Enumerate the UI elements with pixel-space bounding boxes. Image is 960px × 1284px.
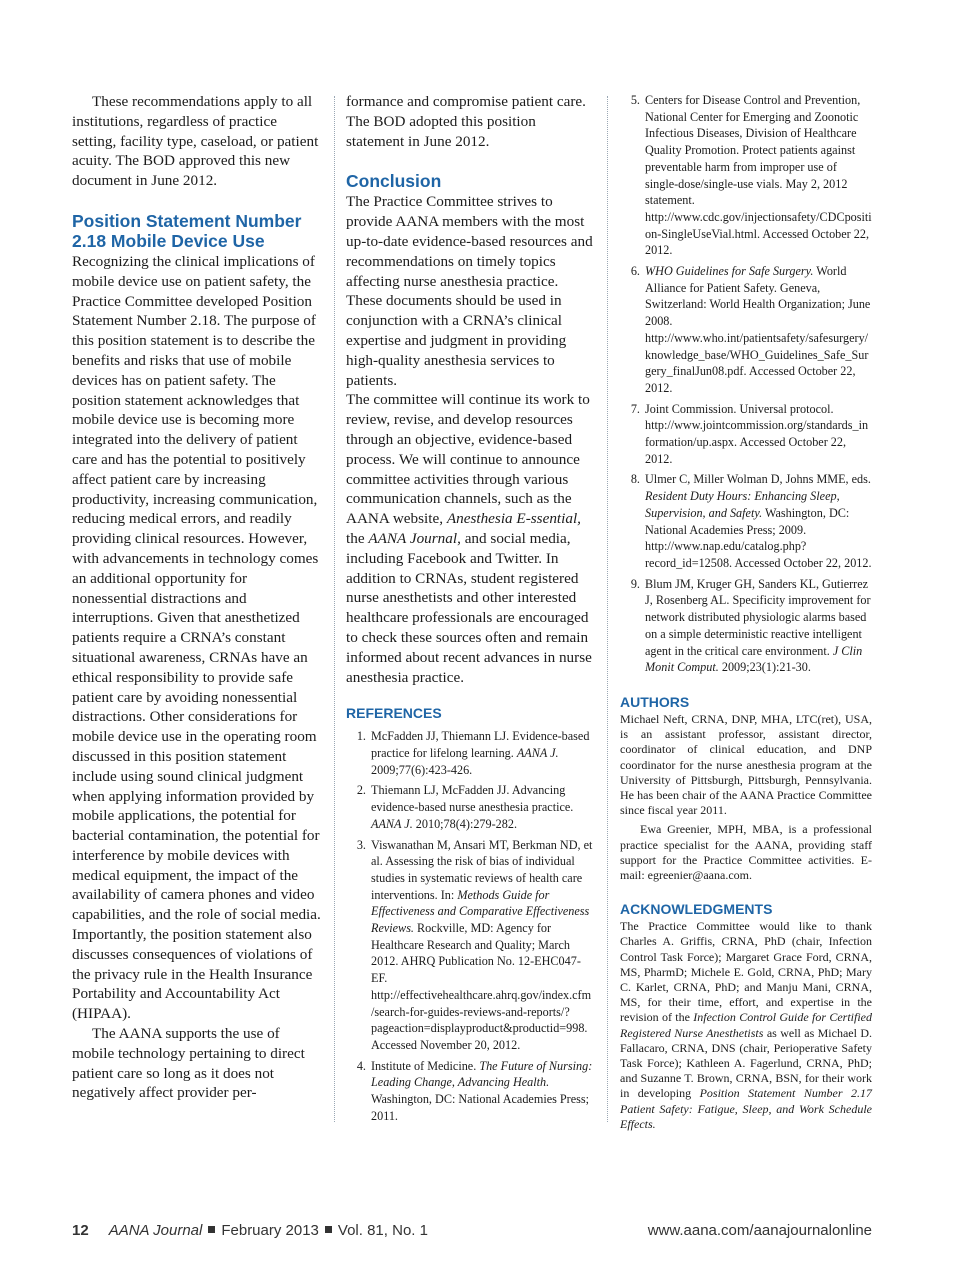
issue-date: February 2013: [221, 1222, 319, 1239]
author-bio-2: Ewa Greenier, MPH, MBA, is a professional practice specialist for the AANA, providing staff support for the Practice Committee activities. E-mail: egreenier@aana.com.: [620, 822, 872, 882]
author-bio-1: Michael Neft, CRNA, DNP, MHA, LTC(ret), USA, is an assistant professor, assistant director, coordinator of clinical education, and DNP coordinator for the nurse anesthesia program at the University of Pittsburgh, Pittsburgh, Pennsylvania. He has been chair of the AANA Practice Committee since fiscal year 2011.: [620, 711, 872, 818]
section-heading-conclusion: Conclusion: [346, 171, 442, 192]
volume-number: Vol. 81, No. 1: [337, 1222, 428, 1239]
section-heading-acknowledgments: ACKNOWLEDGMENTS: [620, 901, 773, 918]
section-heading-references: REFERENCES: [346, 705, 442, 722]
conclusion-paragraph-1: The Practice Committee strives to provide AANA members with the most up-to-date evidence-based resources and recommendations on timely topics affecting nurse anesthesia practice. These documents should be used in conjunction with a CRNA’s clinical expertise and judgment in providing high-quality anesthesia services to patients.: [346, 193, 593, 389]
continued-paragraph: formance and compromise patient care. The BOD adopted this position statement in June 2012.: [346, 93, 586, 150]
intro-paragraph: These recommendations apply to all institutions, regardless of practice setting, facility type, caseload, or patient acuity. The BOD approved this new document in June 2012.: [72, 93, 319, 190]
reference-item: 6. WHO Guidelines for Safe Surgery. World Alliance for Patient Safety. Geneva, Switzerland: World Health Organization; June 2008. http://www.who.int/patientsafety/safesurgery/knowledge_base/WHO_Guidelines_Safe_Surgery_finalJun08.pdf. Accessed October 22, 2012.: [643, 263, 872, 397]
column-left: [72, 92, 324, 1103]
support-paragraph: The AANA supports the use of mobile technology pertaining to direct patient care so long as it does not negatively affect provider per-: [72, 1025, 305, 1102]
reference-item: 3. Viswanathan M, Ansari MT, Berkman ND, et al. Assessing the risk of bias of individual studies in systematic reviews of health care interventions. In: Methods Guide for Effectiveness and Comparative Effectiveness Reviews. Rockville, MD: Agency for Healthcare Research and Quality; March 2012. AHRQ Publication No. 12-EHC047-EF. http://effectivehealthcare.ahrq.gov/index.cfm/search-for-guides-reviews-and-reports/?pageaction=displayproduct&productid=998. Accessed November 20, 2012.: [369, 837, 594, 1054]
page-number: 12: [72, 1222, 89, 1239]
reference-item: 1. McFadden JJ, Thiemann LJ. Evidence-based practice for lifelong learning. AANA J. 2009;77(6):423-426.: [369, 728, 594, 778]
column-middle: [346, 92, 594, 1128]
reference-item: 2. Thiemann LJ, McFadden JJ. Advancing evidence-based nurse anesthesia practice. AANA J. 2010;78(4):279-282.: [369, 782, 594, 832]
reference-list-1: [346, 728, 594, 1124]
separator-square-icon: [325, 1226, 332, 1233]
reference-item: 7. Joint Commission. Universal protocol. http://www.jointcommission.org/standards_information/up.aspx. Accessed October 22, 2012.: [643, 401, 872, 468]
mobile-device-paragraph: Recognizing the clinical implications of mobile device use on patient safety, the Practice Committee developed Position Statement Number 2.18. The purpose of this position statement is to describe the benefits and risks that use of mobile devices has on patient safety. The position statement acknowledges that mobile device use is becoming more integrated into the delivery of patient care and has the potential to positively affect patient care by increasing productivity, increasing communication, reducing medical errors, and readily providing clinical resources. However, with advancements in technology comes an additional opportunity for nonessential distractions and interruptions. Given that anesthetized patients require a CRNA’s constant situational awareness, CRNAs have an ethical responsibility to provide safe patient care by avoiding nonessential distractions. Other considerations for mobile device use in the operating room discussed in this position statement include using sound clinical judgment when applying information provided by mobile applications, the potential for bacterial contamination, the potential for interference by mobile devices with medical equipment, the impact of the availability of camera phones and video capabilities, and the role of social media. Importantly, the position statement also discusses consequences of violations of the privacy rule in the Health Insurance Portability and Accountability Act (HIPAA).: [72, 252, 321, 1023]
column-rule-2: [607, 96, 608, 1122]
section-heading-mobile-device: Position Statement Number 2.18 Mobile Device Use: [72, 210, 302, 251]
journal-name: AANA Journal: [108, 1222, 203, 1239]
reference-item: 8. Ulmer C, Miller Wolman D, Johns MME, eds. Resident Duty Hours: Enhancing Sleep, Supervision, and Safety. Washington, DC: National Academies Press; 2009. http://www.nap.edu/catalog.php?record_id=12508. Accessed October 22, 2012.: [643, 471, 872, 571]
journal-url[interactable]: www.aana.com/aanajournalonline: [647, 1222, 872, 1239]
reference-item: 4. Institute of Medicine. The Future of Nursing: Leading Change, Advancing Health. Washington, DC: National Academies Press; 2011.: [369, 1058, 594, 1125]
section-heading-authors: AUTHORS: [620, 693, 690, 710]
reference-item: 5. Centers for Disease Control and Prevention, National Center for Emerging and Zoonotic Infectious Diseases, Division of Healthcare Quality Promotion. Protect patients against preventable harm from improper use of single-dose/single-use vials. May 2, 2012 statement. http://www.cdc.gov/injectionsafety/CDCposition-SingleUseVial.html. Accessed October 22, 2012.: [643, 92, 872, 259]
column-rule-1: [334, 96, 335, 1122]
acknowledgments-paragraph: The Practice Committee would like to thank Charles A. Griffis, CRNA, PhD (chair, Infection Control Task Force); Margaret Grace Ford, CRNA, MS, PharmD; Michele E. Gold, CRNA, PhD; Mary C. Karlet, CRNA, PhD; and Manju Mani, CRNA, MS, for their time, effort, and expertise in the revision of the Infection Control Guide for Certified Registered Nurse Anesthetists as well as Michael D. Fallacaro, CRNA, DNS (chair, Perioperative Safety Task Force); Kathleen A. Fagerlund, CRNA, PhD; and Suzanne T. Brown, CRNA, BSN, for their work in developing Position Statement Number 2.17 Patient Safety: Fatigue, Sleep, and Work Schedule Effects.: [620, 919, 873, 1131]
conclusion-paragraph-2: The committee will continue its work to review, revise, and develop resources through an objective, evidence-based process. We will continue to announce committee activities through various communication channels, such as the AANA website, Anesthesia E-ssential, the AANA Journal, and social media, including Facebook and Twitter. In addition to CRNAs, student registered nurse anesthetists and other interested healthcare professionals are encouraged to check these sources often and remain informed about recent advances in nurse anesthesia practice.: [346, 391, 592, 686]
reference-list-2: [620, 92, 872, 676]
separator-square-icon: [208, 1226, 215, 1233]
page-footer: [72, 1222, 872, 1244]
reference-item: 9. Blum JM, Kruger GH, Sanders KL, Gutierrez J, Rosenberg AL. Specificity improvement for network distributed physiologic alarms based on a simple deterministic reactive intelligent agent in the critical care environment. J Clin Monit Comput. 2009;23(1):21-30.: [643, 576, 872, 676]
column-right: [620, 92, 872, 1132]
